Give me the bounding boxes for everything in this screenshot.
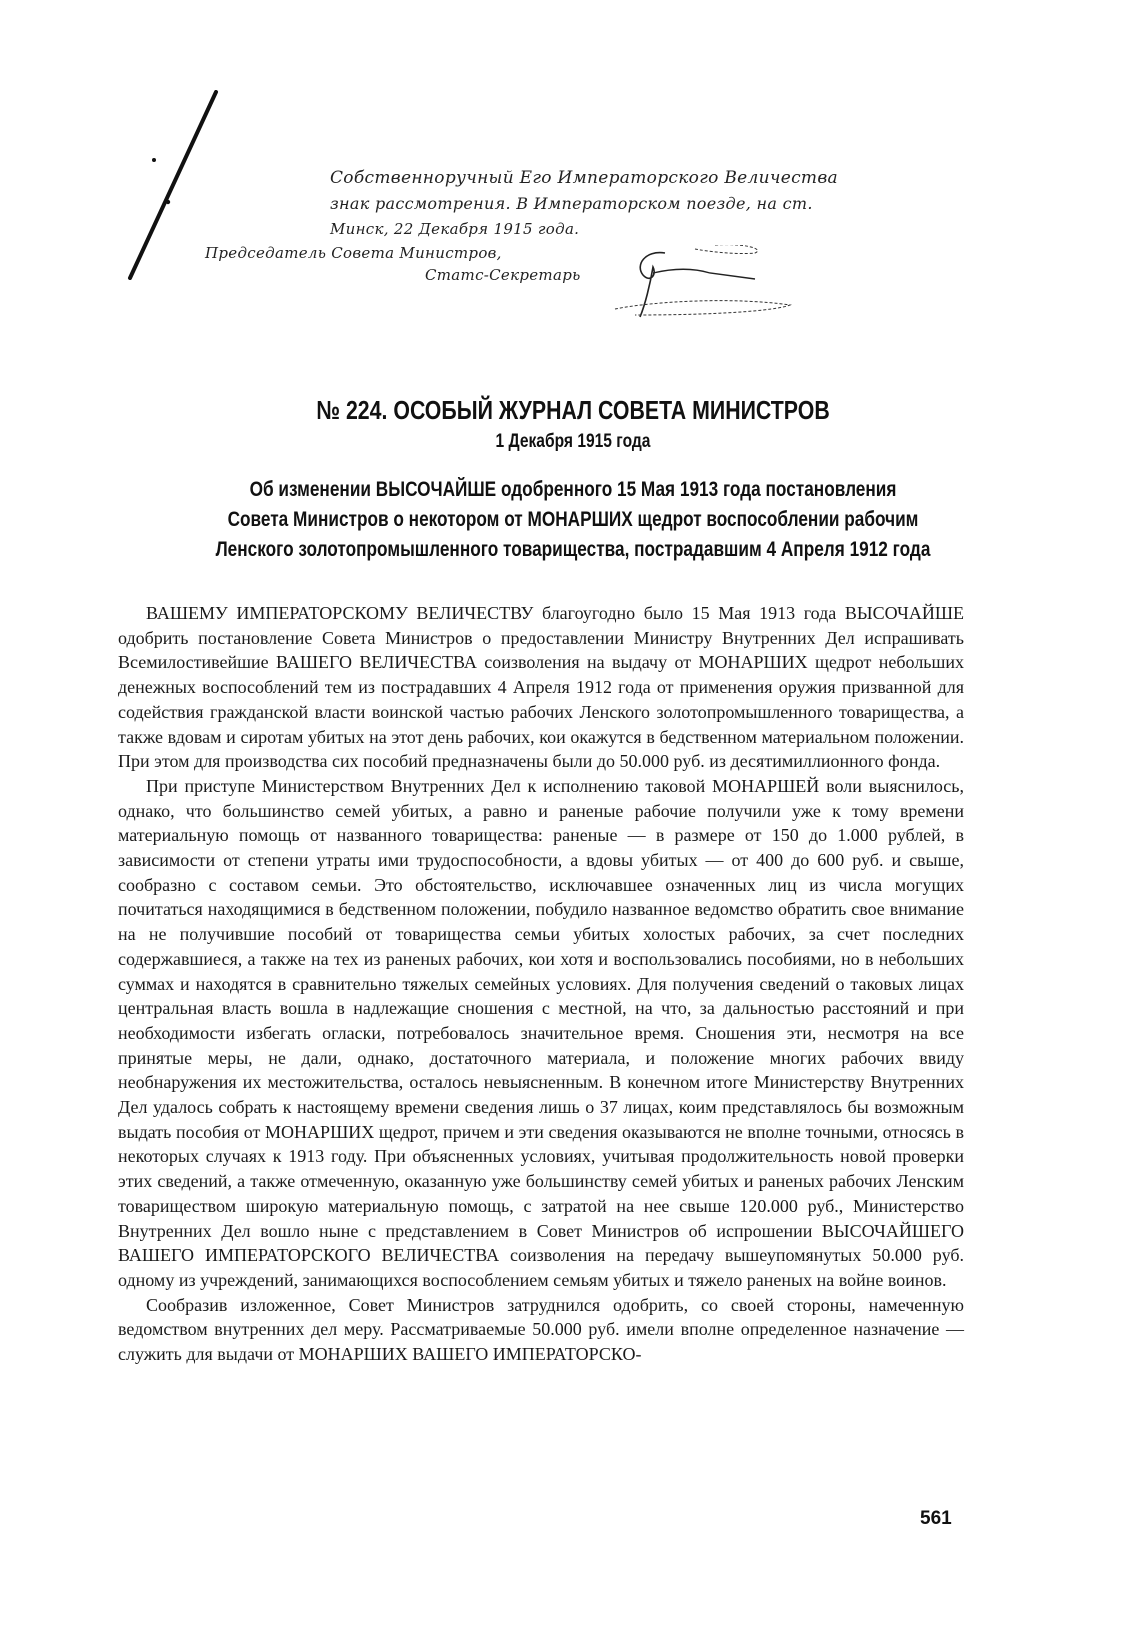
document-subtitle-line: Совета Министров о некотором от МОНАРШИХ щедрот воспособлении рабочим: [227, 508, 919, 531]
paragraph: ВАШЕМУ ИМПЕРАТОРСКОМУ ВЕЛИЧЕСТВУ благоугодно было 15 Мая 1913 года ВЫСОЧАЙШЕ одобрить постановление Совета Министров о предоставлении Министру Внутренних Дел испрашивать Всемилостивейшие ВАШЕГО ВЕЛИЧЕСТВА соизволения на выдачу от МОНАРШИХ щедрот небольших денежных воспособлений тем из пострадавших 4 Апреля 1912 года от применения оружия призванной для содействия гражданской власти воинской частью рабочих Ленского золотопромышленного товарищества, а также вдовам и сиротам убитых на этот день рабочих, кои окажутся в бедственном материальном положении. При этом для производства сих пособий предназначены были до 50.000 руб. из десятимиллионного фонда.: [118, 603, 964, 772]
paragraph: Сообразив изложенное, Совет Министров затруднился одобрить, со своей стороны, намеченную ведомством внутренних дел меру. Рассматриваемые 50.000 руб. имели вполне определенное назначение — служить для выдачи от МОНАРШИХ ВАШЕГО ИМПЕРАТОРСКО-: [118, 1294, 964, 1365]
resolution-line: Статс-Секретарь: [425, 266, 581, 284]
page-number: 561: [920, 1508, 952, 1529]
resolution-line: Собственноручный Его Императорского Величества: [330, 168, 838, 188]
paragraph: При приступе Министерством Внутренних Дел к исполнению таковой МОНАРШЕЙ воли выяснилось, однако, что большинство семей убитых, а равно и раненые рабочие получили уже к тому времени материальную помощь от названного товарищества: раненые — в размере от 150 до 1.000 рублей, в зависимости от степени утраты ими трудоспособности, а вдовы убитых — от 400 до 600 руб. и свыше, сообразно с составом семьи. Это обстоятельство, исключавшее означенных лиц из числа могущих почитаться находящимися в бедственном положении, побудило названное ведомство обратить свое внимание на не получившие пособий от товарищества семьи убитых холостых рабочих, за счет последних содержавшиеся, а также на тех из раненых рабочих, кои хотя и воспользовались пособиями, но в небольших суммах и находятся в сравнительно тяжелых семейных условиях. Для получения сведений о таковых лицах центральная власть вошла в надлежащие сношения с местной, на что, за дальностью расстояний и при необходимости избегать огласки, потребовалось значительное время. Сношения эти, несмотря на все принятые меры, не дали, однако, достаточного материала, и положение многих рабочих ввиду необнаружения их местожительства, осталось невыясненным. В конечном итоге Министерству Внутренних Дел удалось собрать к настоящему времени сведения лишь о 37 лицах, коим представлялось бы возможным выдать пособия от МОНАРШИХ щедрот, причем и эти сведения оказываются не вполне точными, относясь в некоторых случаях к 1913 году. При объясненных условиях, учитывая продолжительность новой проверки этих сведений, а также отмеченную, оказанную уже большинству семей убитых и раненых рабочих Ленским товариществом широкую материальную помощь, с затратой на нее свыше 120.000 руб., Министерство Внутренних Дел вошло ныне с представлением в Совет Министров об испрошении ВЫСОЧАЙШЕГО ВАШЕГО ИМПЕРАТОРСКОГО ВЕЛИЧЕСТВА соизволения на передачу вышеупомянутых 50.000 руб. одному из учреждений, занимающихся воспособлением семьям убитых и тяжело раненых на войне воинов.: [118, 775, 964, 1290]
document-subtitle-line: Об изменении ВЫСОЧАЙШЕ одобренного 15 Мая 1913 года постановления: [249, 478, 897, 501]
document-subtitle-line: Ленского золотопромышленного товарищества, пострадавшим 4 Апреля 1912 года: [215, 538, 931, 561]
resolution-line: знак рассмотрения. В Императорском поезде, на ст.: [330, 194, 813, 213]
resolution-line: Минск, 22 Декабря 1915 года.: [330, 220, 580, 238]
document-date: 1 Декабря 1915 года: [495, 431, 651, 452]
body-text: [118, 601, 964, 1367]
resolution-line: Председатель Совета Министров,: [205, 244, 502, 262]
signature: [595, 245, 795, 325]
document-title: № 224. ОСОБЫЙ ЖУРНАЛ СОВЕТА МИНИСТРОВ: [316, 395, 830, 425]
